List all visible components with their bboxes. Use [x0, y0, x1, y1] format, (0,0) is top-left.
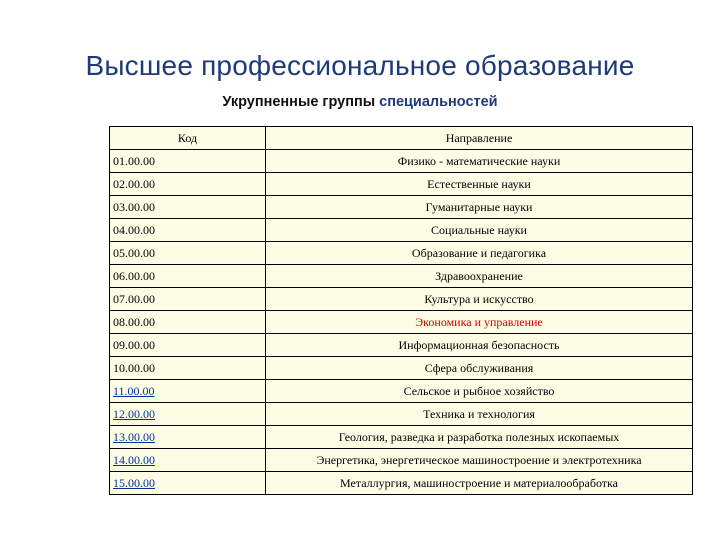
- row-code-link[interactable]: 14.00.00: [110, 449, 266, 472]
- row-direction: Металлургия, машиностроение и материалообработка: [266, 472, 693, 495]
- subtitle: [0, 94, 720, 110]
- row-code: 02.00.00: [110, 173, 266, 196]
- subtitle-highlight: специальностей: [379, 94, 498, 110]
- row-code-link[interactable]: 15.00.00: [110, 472, 266, 495]
- row-code: 04.00.00: [110, 219, 266, 242]
- row-code: 08.00.00: [110, 311, 266, 334]
- row-code-link[interactable]: 13.00.00: [110, 426, 266, 449]
- table-row: [110, 150, 693, 173]
- table-row: [110, 219, 693, 242]
- row-code: 10.00.00: [110, 357, 266, 380]
- table-row: [110, 334, 693, 357]
- header-direction: Направление: [266, 127, 693, 150]
- row-code: 06.00.00: [110, 265, 266, 288]
- specialty-groups-table: [109, 126, 693, 495]
- row-direction: Сфера обслуживания: [266, 357, 693, 380]
- table-row: [110, 403, 693, 426]
- row-code-link[interactable]: 11.00.00: [110, 380, 266, 403]
- table-row: [110, 357, 693, 380]
- row-code: 03.00.00: [110, 196, 266, 219]
- table-row: [110, 380, 693, 403]
- table-row: [110, 196, 693, 219]
- row-code: 01.00.00: [110, 150, 266, 173]
- row-direction: Техника и технология: [266, 403, 693, 426]
- row-direction: Здравоохранение: [266, 265, 693, 288]
- subtitle-text: Укрупненные группы: [222, 94, 380, 110]
- row-direction: Культура и искусство: [266, 288, 693, 311]
- row-direction: Энергетика, энергетическое машиностроение и электротехника: [266, 449, 693, 472]
- row-direction: Геология, разведка и разработка полезных ископаемых: [266, 426, 693, 449]
- row-code: 09.00.00: [110, 334, 266, 357]
- row-direction: Физико - математические науки: [266, 150, 693, 173]
- row-code: 05.00.00: [110, 242, 266, 265]
- row-direction: Естественные науки: [266, 173, 693, 196]
- row-direction: Гуманитарные науки: [266, 196, 693, 219]
- row-direction: Информационная безопасность: [266, 334, 693, 357]
- row-code-link[interactable]: 12.00.00: [110, 403, 266, 426]
- table-row: [110, 311, 693, 334]
- header-code: Код: [110, 127, 266, 150]
- row-direction: Социальные науки: [266, 219, 693, 242]
- table-row: [110, 242, 693, 265]
- row-direction: Образование и педагогика: [266, 242, 693, 265]
- table-row: [110, 265, 693, 288]
- table-row: [110, 472, 693, 495]
- page-title: Высшее профессиональное образование: [85, 50, 635, 81]
- row-direction: Сельское и рыбное хозяйство: [266, 380, 693, 403]
- table-row: [110, 426, 693, 449]
- table-row: [110, 173, 693, 196]
- table-row: [110, 449, 693, 472]
- table-row: [110, 288, 693, 311]
- row-code: 07.00.00: [110, 288, 266, 311]
- table-header-row: [110, 127, 693, 150]
- row-direction-highlighted: Экономика и управление: [266, 311, 693, 334]
